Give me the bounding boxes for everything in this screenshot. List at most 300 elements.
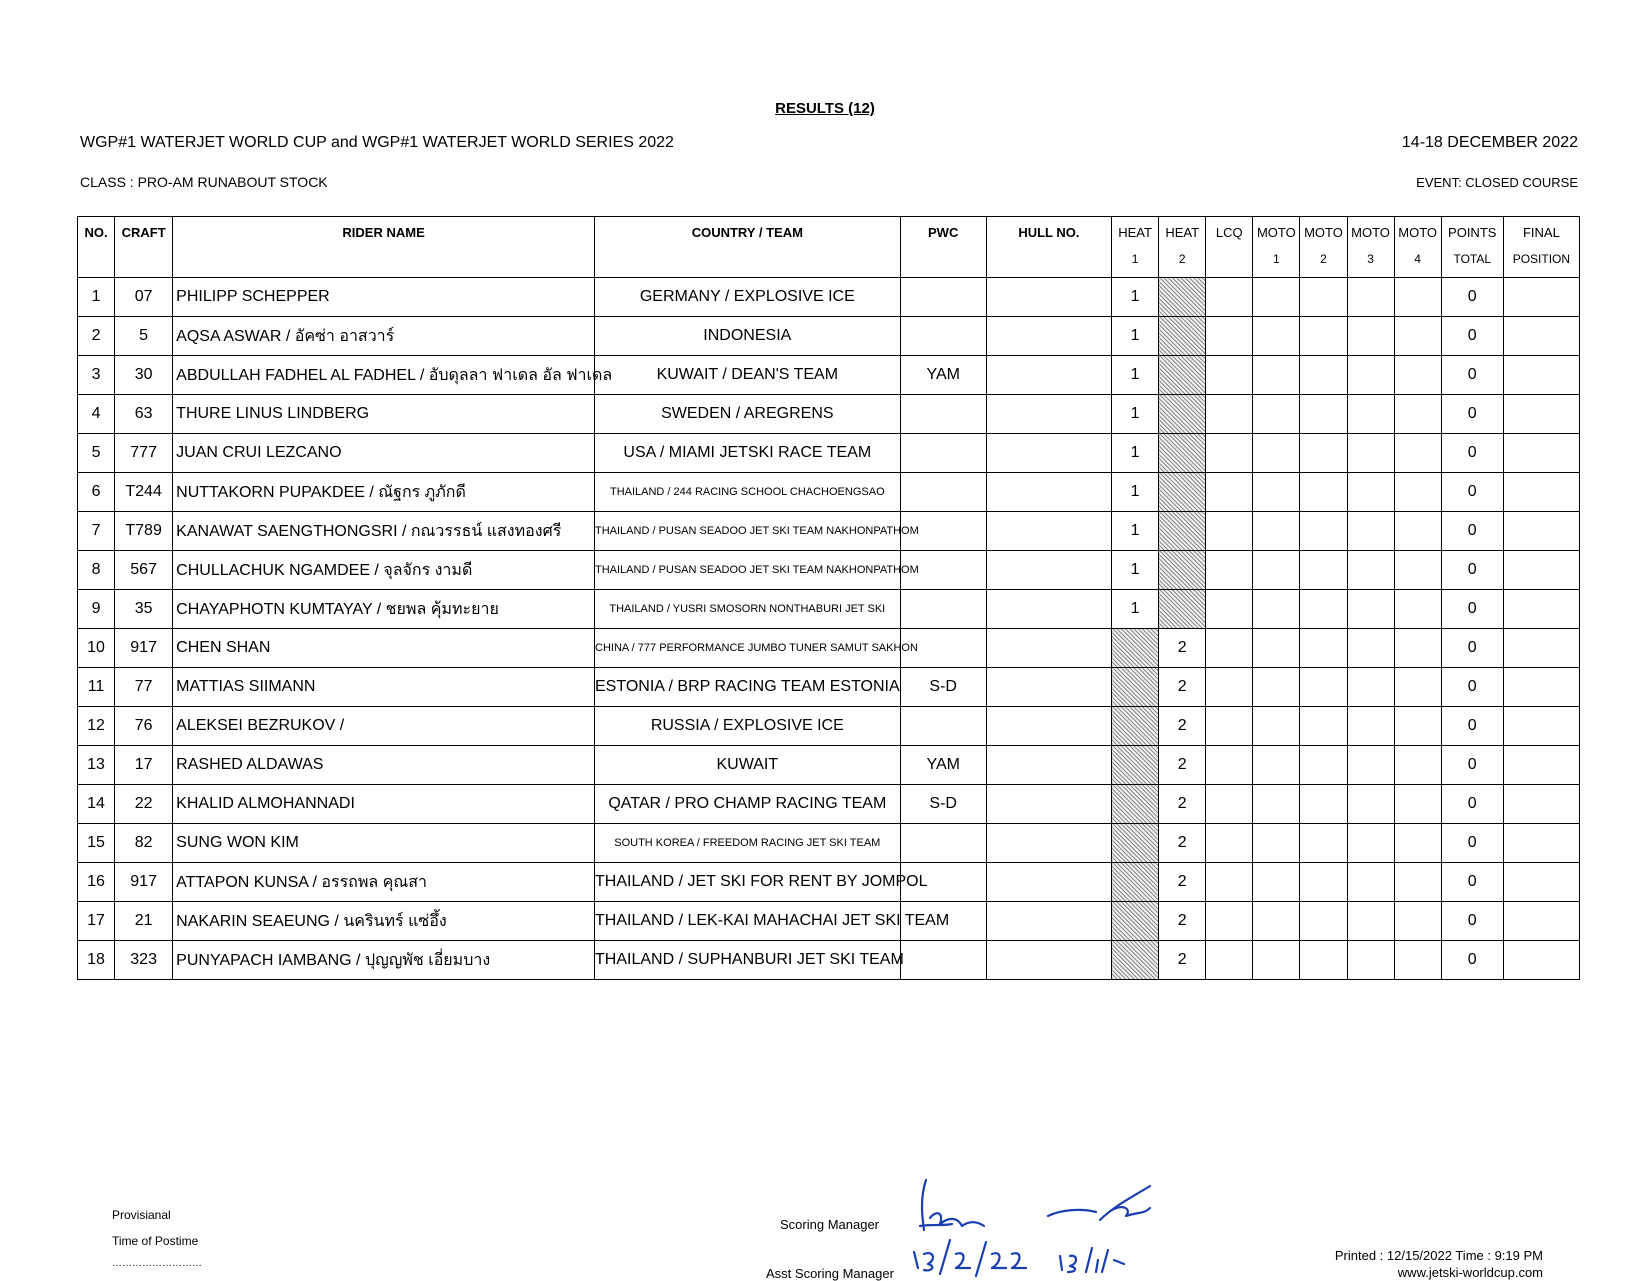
row-moto-1	[1253, 746, 1300, 785]
course-label: EVENT: CLOSED COURSE	[1416, 175, 1578, 190]
row-moto-4	[1394, 278, 1441, 317]
row-heat-1	[1112, 707, 1159, 746]
row-final-position	[1503, 707, 1579, 746]
row-heat-2: 2	[1159, 785, 1206, 824]
row-rider-name: ABDULLAH FADHEL AL FADHEL / อับดุลลา ฟาเดล อัล ฟาเดล	[173, 356, 595, 395]
row-moto-4	[1394, 512, 1441, 551]
row-moto-2	[1300, 707, 1347, 746]
row-pwc	[900, 707, 986, 746]
row-moto-2	[1300, 785, 1347, 824]
handwritten-date-1	[914, 1240, 1026, 1276]
row-craft: 567	[115, 551, 173, 590]
row-moto-1	[1253, 395, 1300, 434]
row-moto-4	[1394, 824, 1441, 863]
results-table	[77, 216, 1580, 980]
website-url: www.jetski-worldcup.com	[1397, 1265, 1543, 1280]
header-moto-1	[1253, 217, 1300, 278]
row-final-position	[1503, 629, 1579, 668]
header-country-team	[595, 217, 901, 278]
row-moto-4	[1394, 707, 1441, 746]
row-rider-name: PUNYAPACH IAMBANG / ปุญญพัช เอี่ยมบาง	[173, 941, 595, 980]
row-lcq	[1206, 785, 1253, 824]
row-points-total: 0	[1441, 512, 1503, 551]
row-pwc	[900, 473, 986, 512]
row-heat-2: 2	[1159, 707, 1206, 746]
row-moto-1	[1253, 707, 1300, 746]
header-lcq-line1: LCQ	[1215, 225, 1243, 240]
row-heat-1	[1112, 902, 1159, 941]
header-heat-2-line2: 2	[1178, 252, 1186, 266]
row-moto-2	[1300, 824, 1347, 863]
event-name: WGP#1 WATERJET WORLD CUP and WGP#1 WATERJET WORLD SERIES 2022	[80, 134, 674, 151]
row-final-position	[1503, 317, 1579, 356]
row-craft: 5	[115, 317, 173, 356]
row-rider-name: NUTTAKORN PUPAKDEE / ณัฐกร ภูภักดี	[173, 473, 595, 512]
scoring-manager-label: Scoring Manager	[780, 1217, 879, 1232]
table-row	[78, 707, 1580, 746]
row-moto-4	[1394, 629, 1441, 668]
row-heat-2	[1159, 512, 1206, 551]
table-row	[78, 551, 1580, 590]
row-country-team: USA / MIAMI JETSKI RACE TEAM	[595, 434, 901, 473]
row-moto-4	[1394, 863, 1441, 902]
row-country-team: INDONESIA	[595, 317, 901, 356]
class-label: CLASS : PRO-AM RUNABOUT STOCK	[80, 174, 328, 190]
row-moto-3	[1347, 629, 1394, 668]
row-craft: T244	[115, 473, 173, 512]
row-moto-4	[1394, 551, 1441, 590]
row-no: 9	[78, 590, 115, 629]
header-heat-1	[1112, 217, 1159, 278]
header-no	[78, 217, 115, 278]
row-hull-no	[986, 824, 1111, 863]
row-rider-name: THURE LINUS LINDBERG	[173, 395, 595, 434]
postime-blank: ………………………	[112, 1258, 202, 1269]
row-lcq	[1206, 668, 1253, 707]
row-points-total: 0	[1441, 941, 1503, 980]
row-moto-3	[1347, 668, 1394, 707]
header-moto-2	[1300, 217, 1347, 278]
row-moto-4	[1394, 590, 1441, 629]
header-rider-name-line1: RIDER NAME	[342, 225, 425, 240]
header-craft-line1: CRAFT	[121, 225, 166, 240]
row-heat-1: 1	[1112, 551, 1159, 590]
header-moto-3-line1: MOTO	[1351, 225, 1390, 240]
header-moto-4-line1: MOTO	[1398, 225, 1438, 240]
row-craft: 323	[115, 941, 173, 980]
row-moto-2	[1300, 746, 1347, 785]
row-moto-2	[1300, 434, 1347, 473]
row-points-total: 0	[1441, 473, 1503, 512]
row-rider-name: RASHED ALDAWAS	[173, 746, 595, 785]
row-hull-no	[986, 941, 1111, 980]
header-final-position	[1503, 217, 1579, 278]
row-heat-2: 2	[1159, 941, 1206, 980]
row-final-position	[1503, 356, 1579, 395]
row-final-position	[1503, 941, 1579, 980]
row-moto-2	[1300, 941, 1347, 980]
row-rider-name: AQSA ASWAR / อัคซ่า อาสวาร์	[173, 317, 595, 356]
row-country-team: CHINA / 777 PERFORMANCE JUMBO TUNER SAMUT SAKHON	[595, 629, 901, 668]
row-heat-1: 1	[1112, 317, 1159, 356]
row-moto-3	[1347, 902, 1394, 941]
row-points-total: 0	[1441, 629, 1503, 668]
row-pwc	[900, 590, 986, 629]
row-craft: 22	[115, 785, 173, 824]
row-moto-1	[1253, 512, 1300, 551]
time-of-postime-label: Time of Postime	[112, 1234, 199, 1248]
row-hull-no	[986, 317, 1111, 356]
row-hull-no	[986, 512, 1111, 551]
row-country-team: RUSSIA / EXPLOSIVE ICE	[595, 707, 901, 746]
row-moto-3	[1347, 590, 1394, 629]
row-final-position	[1503, 902, 1579, 941]
row-no: 7	[78, 512, 115, 551]
row-lcq	[1206, 395, 1253, 434]
header-moto-3-line2: 3	[1367, 252, 1374, 266]
row-heat-2: 2	[1159, 863, 1206, 902]
row-heat-2	[1159, 278, 1206, 317]
header-points-total	[1441, 217, 1503, 278]
table-row	[78, 317, 1580, 356]
row-heat-1: 1	[1112, 434, 1159, 473]
row-lcq	[1206, 707, 1253, 746]
row-heat-2	[1159, 551, 1206, 590]
row-hull-no	[986, 629, 1111, 668]
row-no: 2	[78, 317, 115, 356]
row-heat-1: 1	[1112, 356, 1159, 395]
row-pwc: YAM	[900, 356, 986, 395]
row-final-position	[1503, 668, 1579, 707]
row-final-position	[1503, 512, 1579, 551]
row-no: 6	[78, 473, 115, 512]
row-hull-no	[986, 863, 1111, 902]
results-title: RESULTS (12)	[775, 100, 875, 117]
header-points-total-line1: POINTS	[1448, 225, 1497, 240]
row-country-team: KUWAIT	[595, 746, 901, 785]
row-moto-2	[1300, 317, 1347, 356]
header-moto-1-line1: MOTO	[1256, 225, 1296, 240]
table-row	[78, 395, 1580, 434]
row-heat-1: 1	[1112, 278, 1159, 317]
table-header-row	[78, 217, 1580, 278]
row-heat-2	[1159, 356, 1206, 395]
row-heat-1: 1	[1112, 512, 1159, 551]
row-lcq	[1206, 317, 1253, 356]
row-country-team: THAILAND / LEK-KAI MAHACHAI JET SKI TEAM	[595, 902, 901, 941]
header-moto-2-line2: 2	[1320, 252, 1327, 266]
row-heat-2	[1159, 395, 1206, 434]
row-moto-1	[1253, 356, 1300, 395]
row-craft: 77	[115, 668, 173, 707]
row-lcq	[1206, 590, 1253, 629]
row-craft: 35	[115, 590, 173, 629]
row-moto-3	[1347, 785, 1394, 824]
header-heat-1-line2: 1	[1131, 252, 1139, 266]
row-moto-4	[1394, 785, 1441, 824]
row-hull-no	[986, 785, 1111, 824]
row-craft: 777	[115, 434, 173, 473]
header-hull-no	[986, 217, 1111, 278]
row-moto-3	[1347, 824, 1394, 863]
row-points-total: 0	[1441, 707, 1503, 746]
row-points-total: 0	[1441, 590, 1503, 629]
row-hull-no	[986, 707, 1111, 746]
scoring-manager-signature	[920, 1180, 984, 1230]
row-lcq	[1206, 551, 1253, 590]
header-lcq	[1206, 217, 1253, 278]
row-heat-1	[1112, 863, 1159, 902]
row-moto-3	[1347, 707, 1394, 746]
row-heat-2: 2	[1159, 824, 1206, 863]
row-heat-1: 1	[1112, 395, 1159, 434]
row-moto-4	[1394, 746, 1441, 785]
row-final-position	[1503, 746, 1579, 785]
row-craft: T789	[115, 512, 173, 551]
row-lcq	[1206, 473, 1253, 512]
header-country-team-line1: COUNTRY / TEAM	[691, 225, 803, 240]
row-no: 10	[78, 629, 115, 668]
row-points-total: 0	[1441, 434, 1503, 473]
row-no: 14	[78, 785, 115, 824]
row-craft: 63	[115, 395, 173, 434]
row-rider-name: PHILIPP SCHEPPER	[173, 278, 595, 317]
row-moto-1	[1253, 278, 1300, 317]
row-points-total: 0	[1441, 668, 1503, 707]
row-country-team: THAILAND / PUSAN SEADOO JET SKI TEAM NAKHONPATHOM	[595, 512, 901, 551]
row-rider-name: CHAYAPHOTN KUMTAYAY / ชยพล คุ้มทะยาย	[173, 590, 595, 629]
row-moto-1	[1253, 785, 1300, 824]
row-heat-2	[1159, 590, 1206, 629]
table-row	[78, 941, 1580, 980]
header-points-total-line2: TOTAL	[1453, 252, 1492, 266]
row-heat-1	[1112, 785, 1159, 824]
row-country-team: KUWAIT / DEAN'S TEAM	[595, 356, 901, 395]
row-moto-1	[1253, 863, 1300, 902]
row-moto-3	[1347, 278, 1394, 317]
row-craft: 17	[115, 746, 173, 785]
header-moto-1-line2: 1	[1273, 252, 1280, 266]
row-final-position	[1503, 824, 1579, 863]
row-points-total: 0	[1441, 863, 1503, 902]
row-moto-4	[1394, 356, 1441, 395]
row-final-position	[1503, 863, 1579, 902]
row-no: 15	[78, 824, 115, 863]
row-lcq	[1206, 629, 1253, 668]
row-heat-2: 2	[1159, 902, 1206, 941]
row-moto-4	[1394, 317, 1441, 356]
row-rider-name: ALEKSEI BEZRUKOV /	[173, 707, 595, 746]
row-points-total: 0	[1441, 785, 1503, 824]
row-craft: 76	[115, 707, 173, 746]
row-no: 12	[78, 707, 115, 746]
row-pwc	[900, 278, 986, 317]
header-no-line1: NO.	[84, 225, 108, 240]
row-craft: 21	[115, 902, 173, 941]
row-country-team: GERMANY / EXPLOSIVE ICE	[595, 278, 901, 317]
row-heat-2	[1159, 317, 1206, 356]
printed-timestamp: Printed : 12/15/2022 Time : 9:19 PM	[1334, 1248, 1543, 1263]
row-lcq	[1206, 512, 1253, 551]
header-pwc-line1: PWC	[928, 225, 959, 240]
row-hull-no	[986, 746, 1111, 785]
row-pwc	[900, 434, 986, 473]
row-lcq	[1206, 941, 1253, 980]
row-moto-1	[1253, 629, 1300, 668]
row-craft: 917	[115, 863, 173, 902]
row-heat-1	[1112, 941, 1159, 980]
table-row	[78, 512, 1580, 551]
table-row	[78, 473, 1580, 512]
header-heat-1-line1: HEAT	[1118, 225, 1152, 240]
row-moto-1	[1253, 473, 1300, 512]
header-moto-2-line1: MOTO	[1304, 225, 1343, 240]
row-country-team: SOUTH KOREA / FREEDOM RACING JET SKI TEAM	[595, 824, 901, 863]
row-hull-no	[986, 395, 1111, 434]
table-row	[78, 629, 1580, 668]
row-no: 1	[78, 278, 115, 317]
handwritten-date-2	[1060, 1248, 1124, 1272]
asst-scoring-manager-signature	[1048, 1186, 1150, 1220]
row-moto-2	[1300, 278, 1347, 317]
row-points-total: 0	[1441, 902, 1503, 941]
row-moto-2	[1300, 395, 1347, 434]
table-row	[78, 278, 1580, 317]
row-moto-3	[1347, 941, 1394, 980]
row-moto-1	[1253, 902, 1300, 941]
row-country-team: THAILAND / YUSRI SMOSORN NONTHABURI JET SKI	[595, 590, 901, 629]
row-craft: 30	[115, 356, 173, 395]
row-craft: 82	[115, 824, 173, 863]
row-lcq	[1206, 746, 1253, 785]
row-pwc	[900, 824, 986, 863]
row-lcq	[1206, 278, 1253, 317]
row-heat-1: 1	[1112, 590, 1159, 629]
row-heat-2	[1159, 434, 1206, 473]
row-points-total: 0	[1441, 824, 1503, 863]
row-final-position	[1503, 434, 1579, 473]
row-no: 18	[78, 941, 115, 980]
row-moto-4	[1394, 941, 1441, 980]
row-moto-3	[1347, 746, 1394, 785]
row-points-total: 0	[1441, 551, 1503, 590]
row-country-team: ESTONIA / BRP RACING TEAM ESTONIA	[595, 668, 901, 707]
table-row	[78, 824, 1580, 863]
row-moto-1	[1253, 941, 1300, 980]
row-hull-no	[986, 668, 1111, 707]
row-moto-1	[1253, 551, 1300, 590]
header-moto-4	[1394, 217, 1441, 278]
header-hull-no-line1: HULL NO.	[1018, 225, 1080, 240]
row-points-total: 0	[1441, 395, 1503, 434]
row-moto-2	[1300, 356, 1347, 395]
provisional-label: Provisianal	[112, 1208, 171, 1222]
row-pwc: S-D	[900, 668, 986, 707]
row-rider-name: KHALID ALMOHANNADI	[173, 785, 595, 824]
row-moto-2	[1300, 863, 1347, 902]
row-moto-1	[1253, 590, 1300, 629]
row-moto-2	[1300, 590, 1347, 629]
row-final-position	[1503, 395, 1579, 434]
row-lcq	[1206, 824, 1253, 863]
row-craft: 07	[115, 278, 173, 317]
row-heat-1	[1112, 824, 1159, 863]
row-points-total: 0	[1441, 746, 1503, 785]
row-moto-4	[1394, 668, 1441, 707]
row-final-position	[1503, 590, 1579, 629]
table-row	[78, 902, 1580, 941]
header-heat-2	[1159, 217, 1206, 278]
asst-scoring-manager-label: Asst Scoring Manager	[766, 1266, 894, 1281]
row-moto-4	[1394, 902, 1441, 941]
row-final-position	[1503, 473, 1579, 512]
row-moto-3	[1347, 434, 1394, 473]
row-no: 3	[78, 356, 115, 395]
row-hull-no	[986, 590, 1111, 629]
row-heat-1	[1112, 668, 1159, 707]
row-no: 8	[78, 551, 115, 590]
header-moto-4-line2: 4	[1414, 252, 1421, 266]
row-rider-name: JUAN CRUI LEZCANO	[173, 434, 595, 473]
header-heat-2-line1: HEAT	[1165, 225, 1200, 240]
header-craft	[115, 217, 173, 278]
table-row	[78, 746, 1580, 785]
row-hull-no	[986, 434, 1111, 473]
row-no: 17	[78, 902, 115, 941]
row-country-team: THAILAND / PUSAN SEADOO JET SKI TEAM NAKHONPATHOM	[595, 551, 901, 590]
row-craft: 917	[115, 629, 173, 668]
row-rider-name: SUNG WON KIM	[173, 824, 595, 863]
row-hull-no	[986, 551, 1111, 590]
row-rider-name: KANAWAT SAENGTHONGSRI / กณวรรธน์ แสงทองศรี	[173, 512, 595, 551]
row-final-position	[1503, 278, 1579, 317]
row-rider-name: NAKARIN SEAEUNG / นครินทร์ แซ่อึ้ง	[173, 902, 595, 941]
row-hull-no	[986, 356, 1111, 395]
row-moto-3	[1347, 512, 1394, 551]
row-hull-no	[986, 278, 1111, 317]
row-moto-3	[1347, 473, 1394, 512]
row-heat-2: 2	[1159, 746, 1206, 785]
row-lcq	[1206, 902, 1253, 941]
row-lcq	[1206, 863, 1253, 902]
row-moto-2	[1300, 902, 1347, 941]
row-country-team: THAILAND / JET SKI FOR RENT BY JOMPOL	[595, 863, 901, 902]
row-heat-1	[1112, 746, 1159, 785]
row-lcq	[1206, 356, 1253, 395]
row-moto-3	[1347, 317, 1394, 356]
header-moto-3	[1347, 217, 1394, 278]
row-moto-1	[1253, 434, 1300, 473]
row-country-team: QATAR / PRO CHAMP RACING TEAM	[595, 785, 901, 824]
row-pwc	[900, 395, 986, 434]
row-moto-3	[1347, 863, 1394, 902]
row-no: 5	[78, 434, 115, 473]
header-final-position-line1: FINAL	[1522, 225, 1560, 240]
header-pwc	[900, 217, 986, 278]
row-no: 4	[78, 395, 115, 434]
row-moto-2	[1300, 629, 1347, 668]
row-no: 16	[78, 863, 115, 902]
row-rider-name: CHEN SHAN	[173, 629, 595, 668]
row-final-position	[1503, 785, 1579, 824]
row-moto-2	[1300, 512, 1347, 551]
row-rider-name: CHULLACHUK NGAMDEE / จุลจักร งามดี	[173, 551, 595, 590]
row-hull-no	[986, 473, 1111, 512]
row-moto-3	[1347, 395, 1394, 434]
header-rider-name	[173, 217, 595, 278]
row-points-total: 0	[1441, 278, 1503, 317]
row-lcq	[1206, 434, 1253, 473]
